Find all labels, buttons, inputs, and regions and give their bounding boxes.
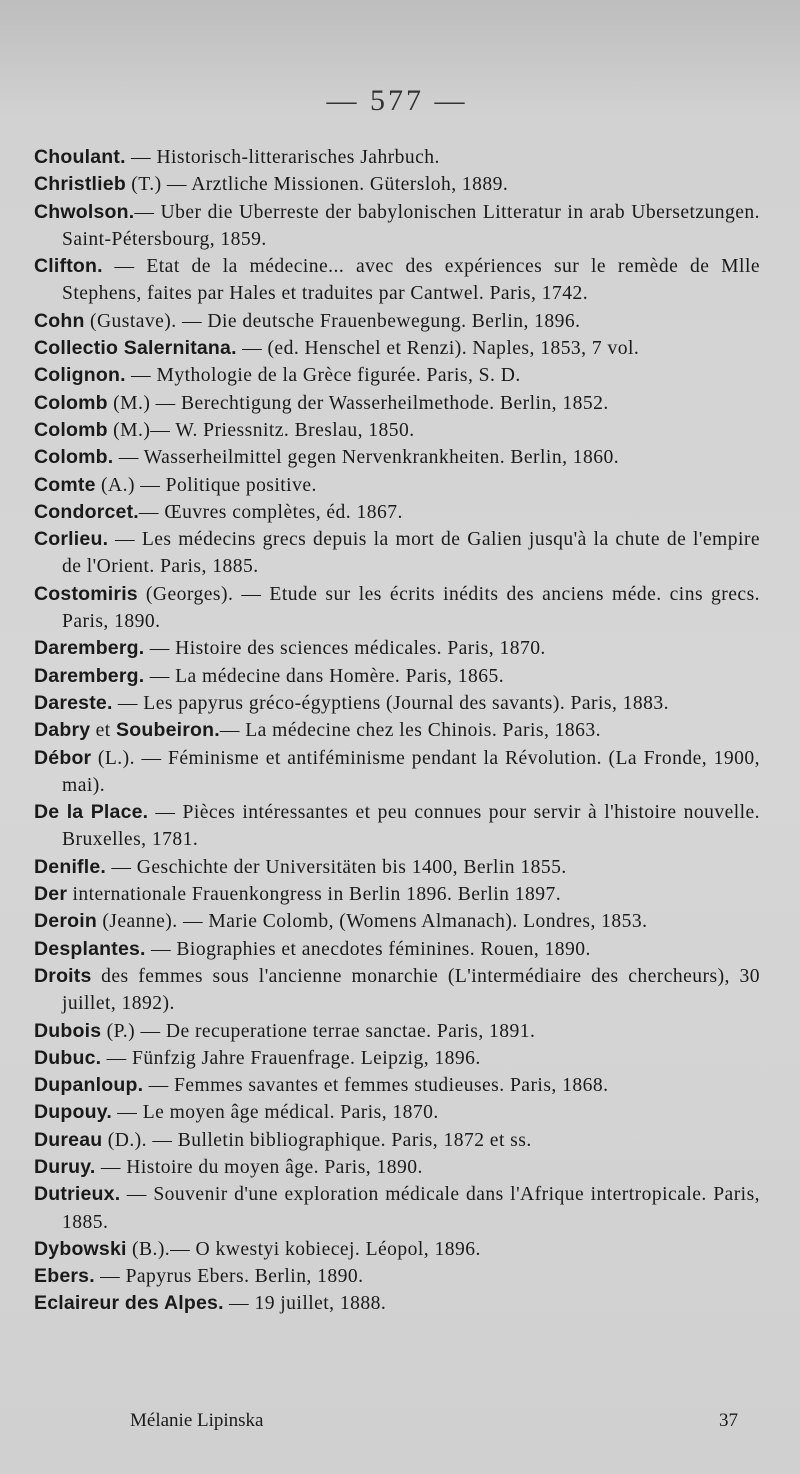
bibliography-entry [34,472,760,499]
entry-author: Denifle. [34,855,107,878]
bibliography-entry [34,444,760,471]
bibliography-entry [34,881,760,908]
entry-details: — Fünfzig Jahre Frauenfrage. Leipzig, 1896. [101,1047,481,1069]
bibliography-entry [34,308,760,335]
entry-author: Collectio Salernitana. [34,337,237,360]
bibliography-entry [34,253,760,308]
entry-conjunction: et [90,720,117,742]
entry-details: — Les papyrus gréco-égyptiens (Journal des savants). Paris, 1883. [112,692,669,714]
bibliography-entry [34,1236,760,1263]
entry-details: — La médecine dans Homère. Paris, 1865. [144,665,505,687]
bibliography-entry [34,1045,760,1072]
entry-author: Dubois [34,1019,102,1042]
entry-author: Duruy. [34,1155,96,1178]
entry-author: Chwolson. [34,200,135,223]
entry-details: — Femmes savantes et femmes studieuses. Paris, 1868. [143,1075,609,1097]
entry-details: (D.). — Bulletin bibliographique. Paris, 1872 et ss. [102,1129,532,1151]
entry-author: Dupouy. [34,1101,112,1124]
footer-author-name: Mélanie Lipinska [130,1410,264,1431]
entry-author: Comte [34,473,96,496]
bibliography-entry [34,635,760,662]
bibliography-entry [34,936,760,963]
entry-details: — Wasserheilmittel gegen Nervenkrankheiten. Berlin, 1860. [113,447,620,469]
entry-author: Daremberg. [34,664,145,687]
bibliography-entry [34,1072,760,1099]
page-number: — 577 — [326,84,468,117]
bibliography-entry [34,963,760,1018]
entry-details: (Georges). — Etude sur les écrits inédits des anciens méde. cins grecs. Paris, 1890. [62,583,760,633]
entry-details: internationale Frauenkongress in Berlin 1896. Berlin 1897. [67,884,562,906]
bibliography-list [34,144,760,1318]
entry-author: Colomb. [34,446,114,469]
entry-author: Ebers. [34,1265,95,1288]
bibliography-entry [34,581,760,636]
entry-author: Condorcet. [34,500,139,523]
entry-author: De la Place. [34,801,149,824]
bibliography-entry [34,144,760,171]
bibliography-entry [34,199,760,254]
entry-author: Clifton. [34,255,103,278]
entry-details: (Gustave). — Die deutsche Frauenbewegung. Berlin, 1896. [84,310,581,332]
entry-author: Colomb [34,418,108,441]
bibliography-entry [34,663,760,690]
entry-details: (L.). — Féminisme et antiféminisme pendant la Révolution. (La Fronde, 1900, mai). [62,747,760,796]
entry-author: Eclaireur des Alpes. [34,1292,224,1315]
entry-details: (B.).— O kwestyi kobiecej. Léopol, 1896. [126,1238,481,1260]
entry-details: — Papyrus Ebers. Berlin, 1890. [94,1266,364,1288]
entry-author: Dareste. [34,691,113,714]
bibliography-entry [34,745,760,800]
entry-details: (M.) — Berechtigung der Wasserheilmethode. Berlin, 1852. [107,392,609,414]
entry-details: — Mythologie de la Grèce figurée. Paris, S. D. [125,365,521,387]
entry-details: — La médecine chez les Chinois. Paris, 1863. [219,720,601,742]
bibliography-entry [34,1263,760,1290]
footer-signature-number: 37 [719,1410,738,1431]
bibliography-entry [34,717,760,744]
entry-author: Dubuc. [34,1046,102,1069]
entry-author: Costomiris [34,582,138,605]
bibliography-entry [34,908,760,935]
entry-details: — (ed. Henschel et Renzi). Naples, 1853, 7 vol. [236,338,640,360]
entry-details: (A.) — Politique positive. [95,474,317,496]
entry-details: — Souvenir d'une exploration médicale dans l'Afrique intertropicale. Paris, 1885. [62,1184,760,1233]
entry-details: — Biographies et anecdotes féminines. Rouen, 1890. [145,938,591,960]
bibliography-entry [34,390,760,417]
bibliography-entry [34,854,760,881]
entry-details: — Historisch-litterarisches Jahrbuch. [125,147,440,168]
entry-details: des femmes sous l'ancienne monarchie (L'intermédiaire des chercheurs), 30 juillet, 1892). [62,965,760,1015]
bibliography-entry [34,1127,760,1154]
entry-author: Soubeiron. [116,719,220,742]
entry-author: Der [34,883,68,906]
entry-details: — Œuvres complètes, éd. 1867. [138,501,403,523]
bibliography-entry [34,417,760,444]
bibliography-entry [34,1154,760,1181]
entry-author: Cohn [34,309,85,332]
entry-author: Droits [34,964,92,987]
entry-author: Dureau [34,1128,103,1151]
entry-author: Dabry [34,719,91,742]
entry-details: (M.)— W. Priessnitz. Breslau, 1850. [107,419,415,441]
entry-details: — Uber die Uberreste der babylonischen Litteratur in arab Ubersetzungen. Saint-Pétersbourg, 1859. [62,201,760,250]
bibliography-entry [34,1290,760,1317]
entry-details: — Pièces intéressantes et peu connues pour servir à l'histoire nouvelle. Bruxelles, 1781. [62,802,761,851]
entry-details: — Etat de la médecine... avec des expériences sur le remède de Mlle Stephens, faites par Hales et traduites par Cantwel. Paris, 1742. [62,256,760,305]
bibliography-entry [34,526,760,581]
entry-details: — Histoire des sciences médicales. Paris, 1870. [144,638,546,660]
entry-details: (P.) — De recuperatione terrae sanctae. Paris, 1891. [101,1020,536,1042]
entry-details: — Le moyen âge médical. Paris, 1870. [111,1102,439,1124]
bibliography-entry [34,171,760,198]
entry-author: Deroin [34,910,97,933]
entry-details: — Geschichte der Universitäten bis 1400, Berlin 1855. [106,856,567,878]
entry-author: Colomb [34,391,108,414]
entry-author: Débor [34,746,92,769]
entry-author: Dybowski [34,1237,127,1260]
bibliography-entry [34,799,760,854]
bibliography-entry [34,362,760,389]
entry-author: Daremberg. [34,637,145,660]
entry-author: Desplantes. [34,937,146,960]
entry-author: Colignon. [34,364,126,387]
bibliography-entry [34,499,760,526]
entry-author: Christlieb [34,173,126,196]
bibliography-entry [34,1099,760,1126]
entry-details: — 19 juillet, 1888. [223,1293,387,1315]
bibliography-entry [34,690,760,717]
entry-details: (Jeanne). — Marie Colomb, (Womens Almanach). Londres, 1853. [96,911,648,933]
bibliography-entry [34,335,760,362]
bibliography-entry [34,1181,760,1236]
entry-author: Dupanloup. [34,1074,144,1097]
entry-author: Corlieu. [34,528,109,551]
page-footer [130,1410,738,1432]
bibliography-entry [34,1018,760,1045]
entry-author: Dutrieux. [34,1183,121,1206]
entry-details: — Histoire du moyen âge. Paris, 1890. [95,1156,423,1178]
entry-details: — Les médecins grecs depuis la mort de Galien jusqu'à la chute de l'empire de l'Orient. Paris, 1885. [62,529,760,578]
entry-details: (T.) — Arztliche Missionen. Gütersloh, 1889. [125,174,509,196]
entry-author: Choulant. [34,146,126,168]
